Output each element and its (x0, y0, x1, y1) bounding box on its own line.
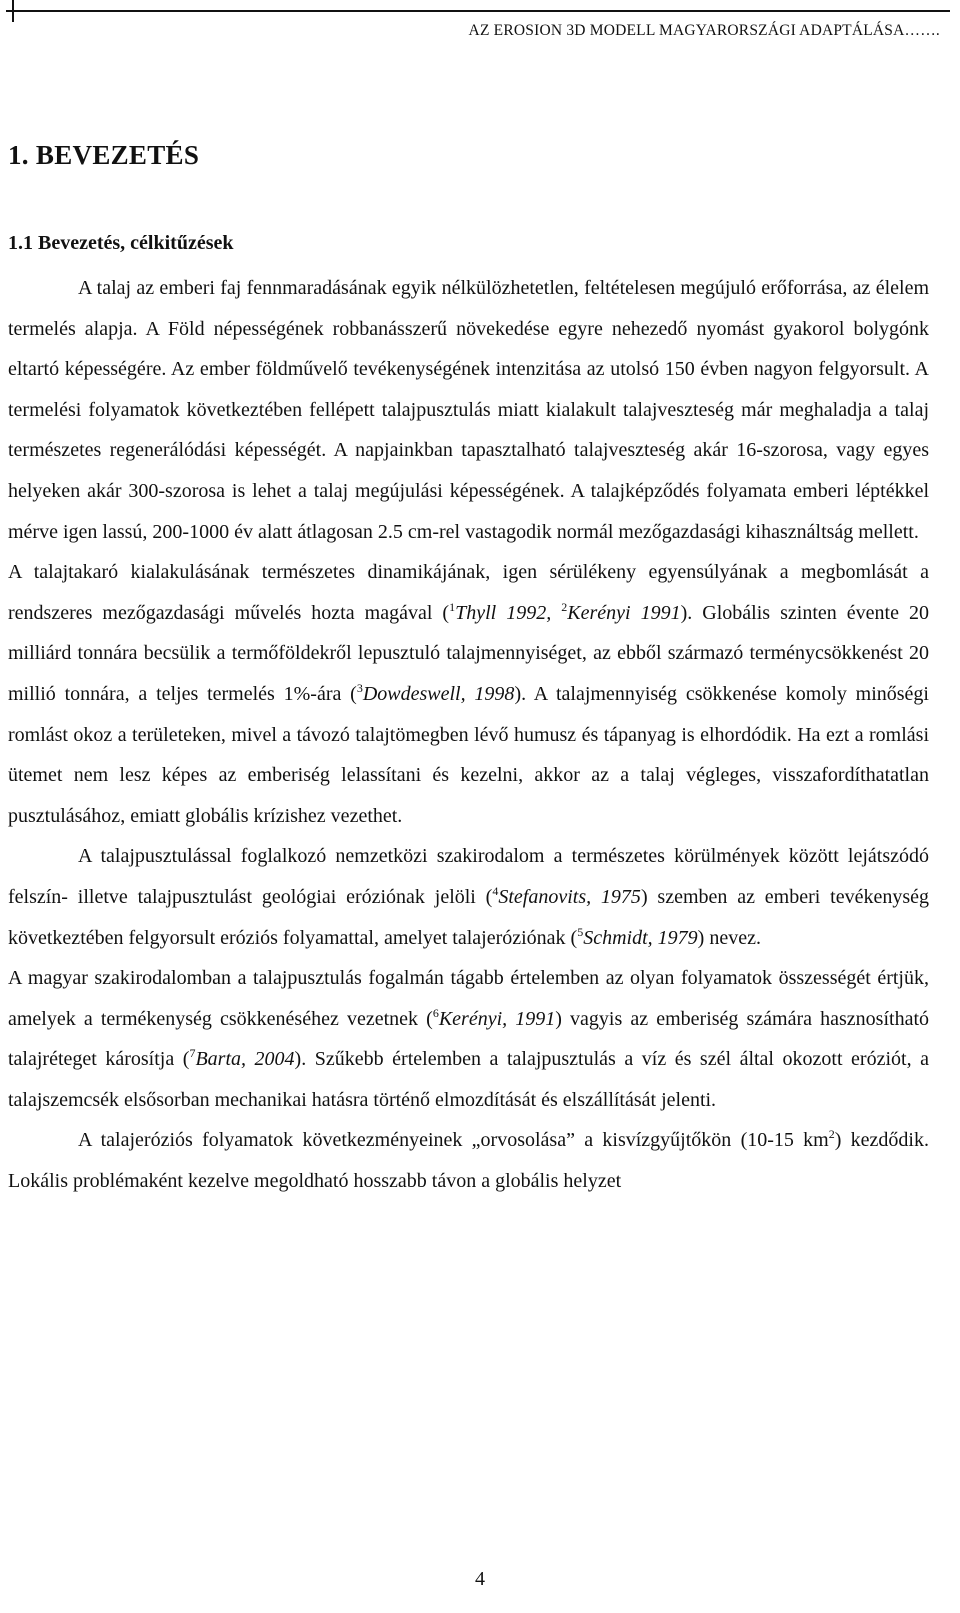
paragraph-2 (8, 552, 929, 836)
citation: Stefanovits, 1975 (498, 885, 641, 908)
paragraph-5 (8, 1120, 929, 1201)
text-run: A magyar szakirodalomban a talajpusztulás fogalmán tágabb értelemben az olyan folyamatok összességét értjük, amelyek a termékenység csökkenéséhez vezetnek ( (8, 967, 929, 1030)
citation: Barta, 2004 (195, 1048, 295, 1071)
header-rule (20, 10, 950, 12)
text-run: A talajeróziós folyamatok következményeinek „orvosolása” a kisvízgyűjtőkön (10-15 km (78, 1129, 829, 1152)
text-run: ) nevez. (697, 926, 761, 949)
page-number: 4 (475, 1568, 485, 1590)
citation: Thyll 1992, (455, 601, 552, 624)
superscript: 2 (828, 1127, 835, 1142)
text-run: ) kezdődik. Lokális problémaként kezelve megoldható hosszabb távon a globális helyzet (8, 1129, 929, 1193)
chapter-title: 1. BEVEZETÉS (8, 140, 200, 170)
citation: Dowdeswell, 1998 (362, 682, 515, 705)
text-run: A talajtakaró kialakulásának természetes dinamikájának, igen sérülékeny egyensúlyának a megbomlását a rendszeres mezőgazdasági művelés hozta magával ( (8, 561, 929, 624)
reference-number: 3 (356, 680, 363, 695)
crop-mark (6, 0, 20, 22)
text-run: ) szemben az emberi tevékenység következtében felgyorsult eróziós folyamattal, amelyet talajeróziónak ( (8, 885, 929, 949)
reference-number: 5 (577, 924, 584, 939)
section-title: 1.1 Bevezetés, célkitűzések (8, 232, 234, 254)
text-run: A talajpusztulással foglalkozó nemzetközi szakirodalom a természetes körülmények között lejátszódó felszín- illetve talajpusztulást geológiai eróziónak jelöli ( (8, 845, 929, 908)
citation: Schmidt, 1979 (583, 926, 698, 949)
text-run: ) vagyis az emberiség számára hasznosítható talajréteget károsítja ( (8, 1007, 930, 1071)
reference-number: 6 (432, 1005, 439, 1020)
reference-number: 4 (492, 883, 499, 898)
text-run: ). Globális szinten évente 20 milliárd tonnára becsülik a termőföldekről lepusztuló talajmennyiséget, az ebből származó terménycsökkenést 20 millió tonnára, a teljes termelés 1%-ára ( (8, 601, 930, 705)
paragraph-3 (8, 836, 929, 958)
reference-number: 2 (561, 599, 568, 614)
running-head: AZ EROSION 3D MODELL MAGYARORSZÁGI ADAPTÁLÁSA……. (468, 22, 940, 39)
citation: Kerényi 1991 (567, 601, 681, 624)
text-run: ). A talajmennyiség csökkenése komoly minőségi romlást okoz a területeken, mivel a távozó talajtömegben lévő humusz és tápanyag is elhordódik. Ha ezt a romlási ütemet nem lesz képes az emberiség lelassítani és kezelni, akkor az a talaj végleges, visszafordíthatatlan pusztulásához, emiatt globális krízishez vezethet. (8, 682, 929, 827)
paragraph-4 (8, 958, 929, 1120)
paragraph-1: A talaj az emberi faj fennmaradásának egyik nélkülözhetetlen, feltételesen megújuló erőforrása, az élelem termelés alapja. A Föld népességének robbanásszerű növekedése egyre nehezedő nyomást gyakorol bolygónk eltartó képességére. Az ember földművelő tevékenységének intenzitása az utolsó 150 évben nagyon felgyorsult. A termelési folyamatok következtében fellépett talajpusztulás miatt kialakult talajveszteség már meghaladja a talaj természetes regenerálódási képességét. A napjainkban tapasztalható talajveszteség akár 16-szorosa, vagy egyes helyeken akár 300-szorosa is lehet a talaj megújulási képességének. A talajképződés folyamata emberi léptékkel mérve igen lassú, 200-1000 év alatt átlagosan 2.5 cm-rel vastagodik normál mezőgazdasági kihasználtság mellett. (8, 277, 929, 543)
reference-number: 1 (449, 599, 456, 614)
citation: Kerényi, 1991 (438, 1007, 556, 1030)
body-text (8, 268, 929, 1202)
reference-number: 7 (189, 1046, 196, 1061)
text-run: ). Szűkebb értelemben a talajpusztulás a víz és szél által okozott eróziót, a talajszemcsék elsősorban mechanikai hatásra történő elmozdítását és elszállítását jelenti. (8, 1048, 930, 1111)
